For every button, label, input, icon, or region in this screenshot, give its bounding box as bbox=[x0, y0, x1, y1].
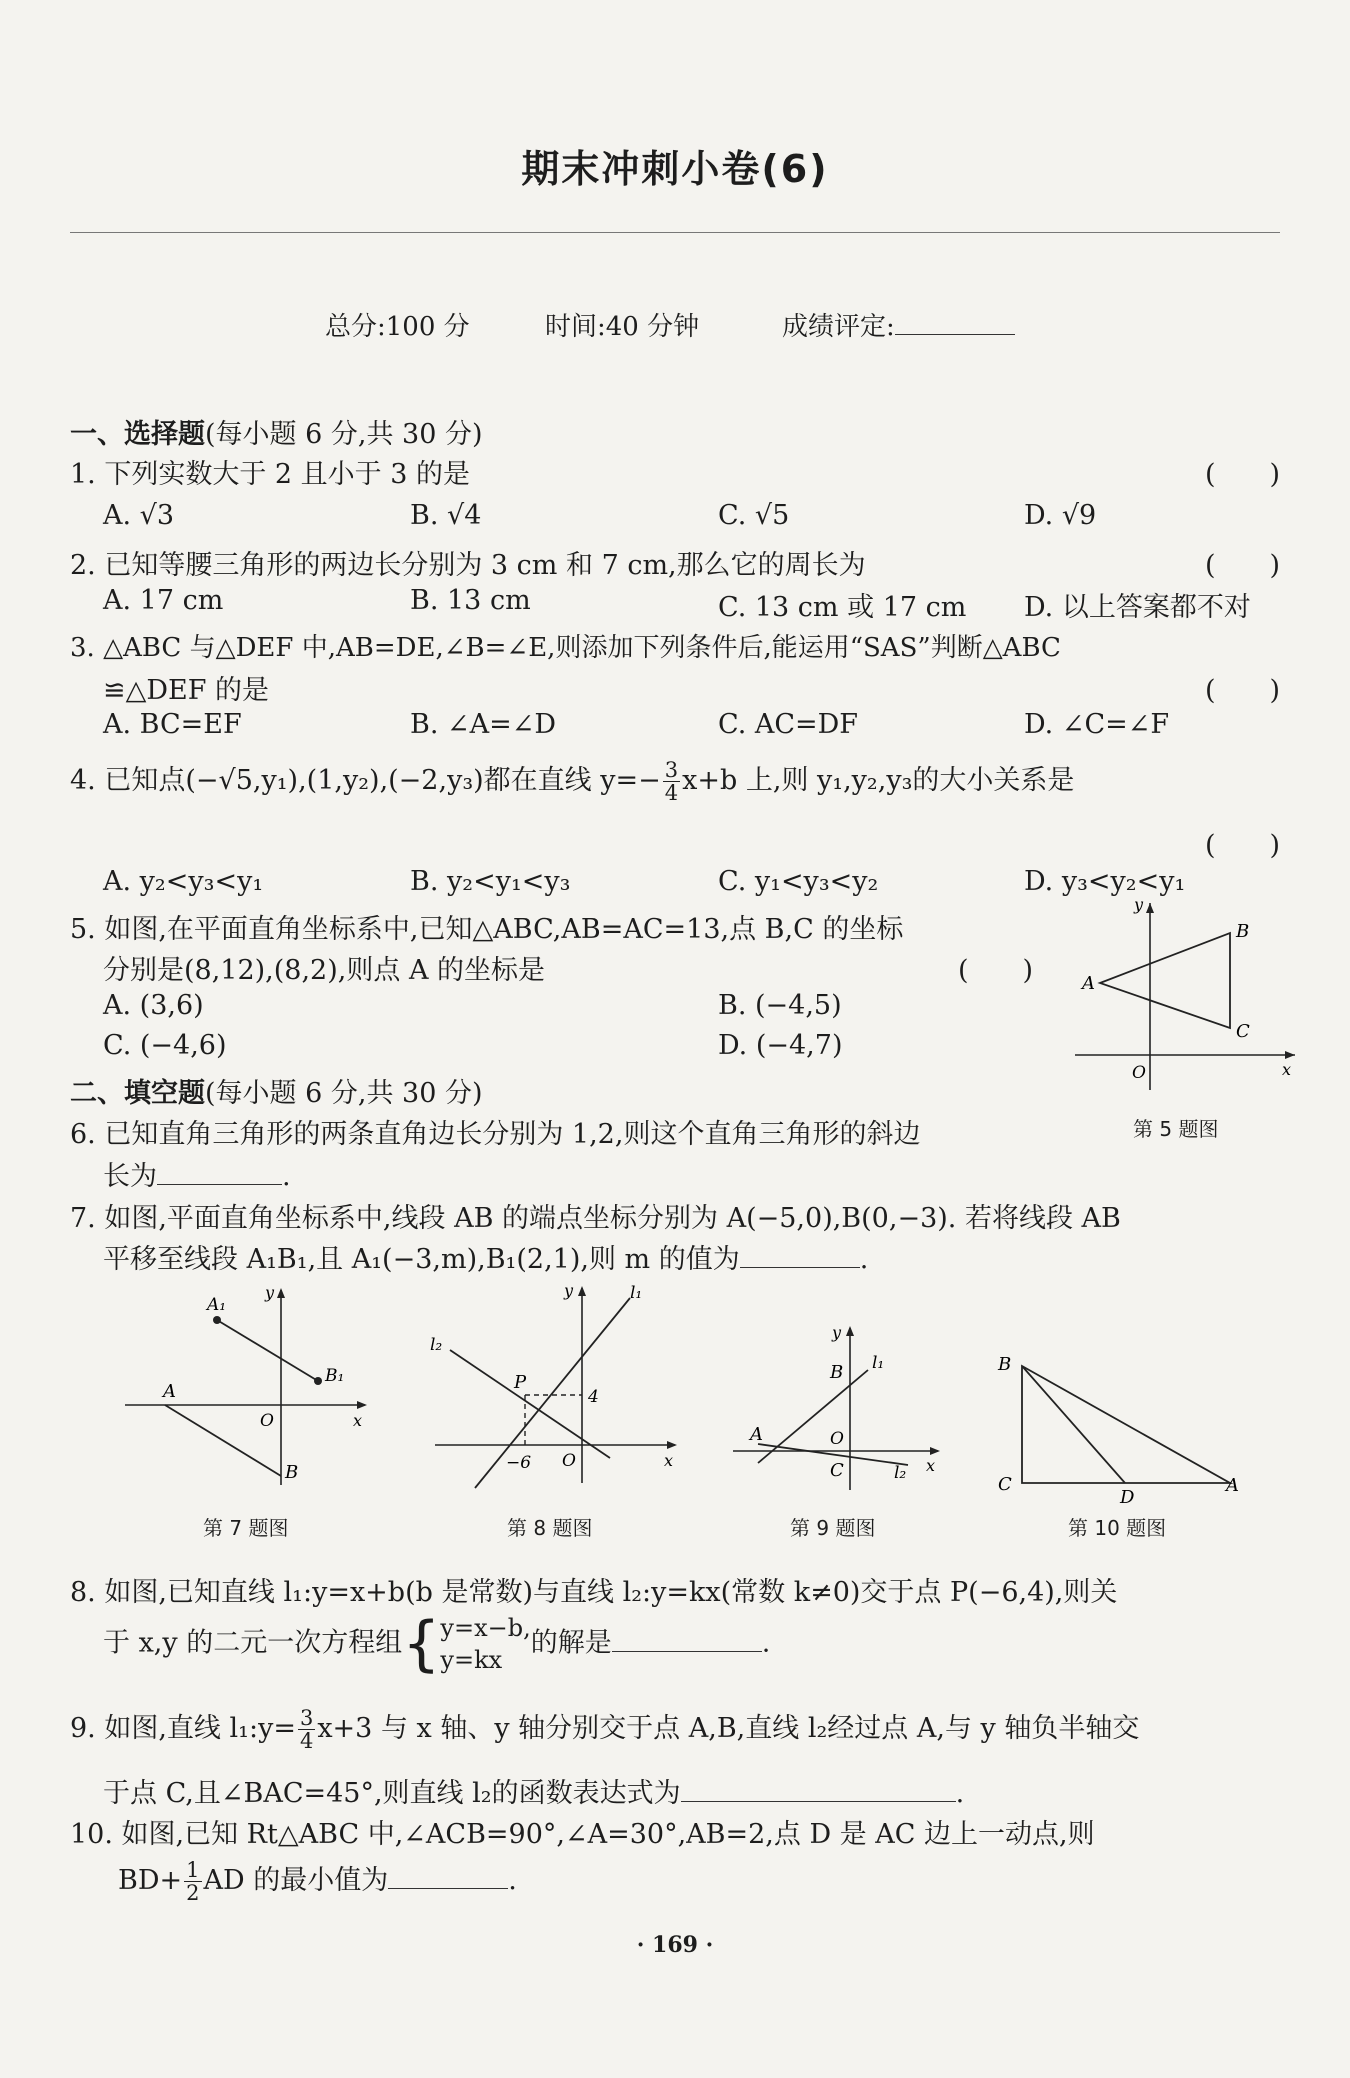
fig8-label-o: O bbox=[562, 1451, 576, 1471]
fig10-caption: 第 10 题图 bbox=[1068, 1516, 1167, 1540]
q9-frac-num: 3 bbox=[299, 1706, 314, 1730]
fig5-label-x: x bbox=[1282, 1060, 1292, 1079]
fig9-label-c: C bbox=[830, 1460, 844, 1481]
q4-option-c: C. y₁<y₃<y₂ bbox=[718, 866, 879, 897]
q5-option-c: C. (−4,6) bbox=[103, 1030, 227, 1061]
fig8-label-x: x bbox=[664, 1451, 674, 1470]
fig5-label-y: y bbox=[1134, 895, 1144, 914]
fig10-label-b: B bbox=[998, 1354, 1012, 1375]
grade-text: 成绩评定: bbox=[782, 312, 895, 342]
fig8-caption: 第 8 题图 bbox=[507, 1516, 593, 1540]
section-choice-name: 一、选择题 bbox=[70, 419, 205, 450]
fig9-label-b: B bbox=[830, 1362, 844, 1383]
q3-option-d: D. ∠C=∠F bbox=[1024, 709, 1170, 740]
q6-end: . bbox=[282, 1161, 291, 1192]
q5-line1: 5. 如图,在平面直角坐标系中,已知△ABC,AB=AC=13,点 B,C 的坐标 bbox=[70, 914, 904, 945]
q2-option-d: D. 以上答案都不对 bbox=[1024, 592, 1251, 623]
q7-line2-text: 平移至线段 A₁B₁,且 A₁(−3,m),B₁(2,1),则 m 的值为 bbox=[103, 1244, 740, 1275]
q1-option-d: D. √9 bbox=[1024, 500, 1097, 531]
q3-line1: 3. △ABC 与△DEF 中,AB=DE,∠B=∠E,则添加下列条件后,能运用“SAS”判断△ABC bbox=[70, 633, 1061, 663]
q3-option-a: A. BC=EF bbox=[103, 709, 242, 740]
q9-fraction bbox=[298, 1707, 315, 1752]
section-fill-name: 二、填空题 bbox=[70, 1078, 205, 1109]
fig7-label-b1: B₁ bbox=[325, 1366, 345, 1386]
q8-eq1: y=x−b, bbox=[440, 1614, 531, 1642]
q4-fraction bbox=[663, 759, 680, 804]
q1-stem: 1. 下列实数大于 2 且小于 3 的是 bbox=[70, 459, 471, 490]
fig9-label-l2: l₂ bbox=[894, 1463, 907, 1483]
figure-10 bbox=[990, 1348, 1250, 1508]
q8-line2-post: 的解是 bbox=[530, 1627, 612, 1659]
q2-answer-paren[interactable]: ( ) bbox=[1205, 550, 1281, 581]
q1-answer-paren[interactable]: ( ) bbox=[1205, 459, 1281, 490]
q8-equation-system bbox=[440, 1612, 530, 1676]
q10-answer-blank[interactable] bbox=[388, 1862, 508, 1889]
figure-8 bbox=[430, 1278, 680, 1493]
fig7-label-b: B bbox=[285, 1462, 299, 1483]
q3-option-c: C. AC=DF bbox=[718, 709, 859, 740]
figure-7 bbox=[115, 1280, 375, 1495]
fig9-caption: 第 9 题图 bbox=[790, 1516, 876, 1540]
q4-option-a: A. y₂<y₃<y₁ bbox=[103, 866, 264, 897]
q10-frac-num: 1 bbox=[186, 1858, 200, 1882]
page-title: 期末冲刺小卷(6) bbox=[521, 147, 829, 191]
q10-fraction bbox=[184, 1859, 201, 1904]
q9-line1-post: x+3 与 x 轴、y 轴分别交于点 A,B,直线 l₂经过点 A,与 y 轴负半轴交 bbox=[317, 1713, 1140, 1744]
fig5-label-o: O bbox=[1132, 1063, 1146, 1083]
figure-9 bbox=[728, 1318, 948, 1498]
q6-line2-text: 长为 bbox=[103, 1161, 157, 1192]
q7-end: . bbox=[859, 1244, 869, 1275]
section-choice-note: (每小题 6 分,共 30 分) bbox=[205, 419, 483, 450]
total-score: 总分:100 分 bbox=[325, 312, 470, 342]
fig7-label-a: A bbox=[163, 1381, 176, 1402]
q9-answer-blank[interactable] bbox=[681, 1775, 956, 1802]
q5-line2: 分别是(8,12),(8,2),则点 A 的坐标是 bbox=[103, 955, 546, 986]
q7-line1: 7. 如图,平面直角坐标系中,线段 AB 的端点坐标分别为 A(−5,0),B(0,−3). 若将线段 AB bbox=[70, 1203, 1121, 1234]
q1-option-c: C. √5 bbox=[718, 500, 790, 531]
q8-line1: 8. 如图,已知直线 l₁:y=x+b(b 是常数)与直线 l₂:y=kx(常数 k≠0)交于点 P(−6,4),则关 bbox=[70, 1577, 1118, 1608]
time-limit: 时间:40 分钟 bbox=[545, 312, 700, 342]
q6-answer-blank[interactable] bbox=[157, 1158, 282, 1185]
q5-option-b: B. (−4,5) bbox=[718, 990, 842, 1021]
q4-answer-paren[interactable]: ( ) bbox=[1205, 830, 1281, 861]
fig5-label-c: C bbox=[1236, 1021, 1250, 1042]
q8-line2-pre: 于 x,y 的二元一次方程组 bbox=[103, 1627, 403, 1659]
q5-option-d: D. (−4,7) bbox=[718, 1030, 843, 1061]
q6-line2 bbox=[103, 1154, 291, 1193]
q4-stem bbox=[70, 758, 1074, 804]
fig8-label-neg6: −6 bbox=[506, 1453, 532, 1473]
q8-eq2: y=kx bbox=[440, 1646, 503, 1674]
q9-frac-den: 4 bbox=[299, 1729, 314, 1753]
fig9-label-o: O bbox=[830, 1429, 844, 1449]
fig5-caption: 第 5 题图 bbox=[1133, 1117, 1219, 1141]
q8-system-brace: { bbox=[402, 1609, 441, 1679]
fig7-label-y: y bbox=[265, 1283, 275, 1302]
q2-stem: 2. 已知等腰三角形的两边长分别为 3 cm 和 7 cm,那么它的周长为 bbox=[70, 550, 866, 581]
fig7-caption: 第 7 题图 bbox=[203, 1516, 289, 1540]
grade-label bbox=[782, 306, 1015, 343]
fig7-label-x: x bbox=[353, 1411, 363, 1430]
q1-option-a: A. √3 bbox=[103, 500, 175, 531]
q7-answer-blank[interactable] bbox=[740, 1241, 860, 1268]
fig8-label-p: P bbox=[514, 1372, 527, 1393]
q4-stem-post: x+b 上,则 y₁,y₂,y₃的大小关系是 bbox=[682, 765, 1075, 796]
q2-option-b: B. 13 cm bbox=[410, 585, 531, 616]
q1-option-b: B. √4 bbox=[410, 500, 482, 531]
q8-line2 bbox=[103, 1609, 771, 1679]
fig7-label-o: O bbox=[260, 1411, 274, 1431]
q10-end: . bbox=[508, 1865, 517, 1896]
q10-line2 bbox=[118, 1858, 517, 1904]
section-fill-note: (每小题 6 分,共 30 分) bbox=[205, 1078, 483, 1109]
q4-stem-pre: 4. 已知点(−√5,y₁),(1,y₂),(−2,y₃)都在直线 y=− bbox=[70, 765, 661, 796]
q10-line2-pre: BD+ bbox=[118, 1865, 183, 1896]
q3-option-b: B. ∠A=∠D bbox=[410, 709, 557, 740]
q4-option-d: D. y₃<y₂<y₁ bbox=[1024, 866, 1186, 897]
q8-end: . bbox=[761, 1627, 771, 1659]
q3-answer-paren[interactable]: ( ) bbox=[1205, 675, 1281, 706]
q10-frac-den: 2 bbox=[186, 1881, 200, 1905]
q9-end: . bbox=[955, 1778, 965, 1809]
fig10-label-c: C bbox=[998, 1474, 1012, 1495]
q10-line1: 10. 如图,已知 Rt△ABC 中,∠ACB=90°,∠A=30°,AB=2,点 D 是 AC 边上一动点,则 bbox=[70, 1819, 1095, 1850]
q2-option-c: C. 13 cm 或 17 cm bbox=[718, 592, 967, 623]
q5-answer-paren[interactable]: ( ) bbox=[958, 955, 1034, 986]
grade-blank[interactable] bbox=[895, 308, 1015, 335]
q2-option-a: A. 17 cm bbox=[103, 585, 224, 616]
fig8-label-l1: l₁ bbox=[630, 1283, 643, 1303]
q4-option-b: B. y₂<y₁<y₃ bbox=[410, 866, 571, 897]
q9-line2-text: 于点 C,且∠BAC=45°,则直线 l₂的函数表达式为 bbox=[103, 1778, 681, 1809]
figure-5 bbox=[1070, 895, 1300, 1095]
fig9-label-x: x bbox=[926, 1456, 936, 1475]
fig8-label-y: y bbox=[564, 1281, 574, 1300]
q9-line2 bbox=[103, 1771, 964, 1810]
q7-line2 bbox=[103, 1237, 868, 1276]
fig5-label-b: B bbox=[1236, 921, 1250, 942]
q4-frac-num: 3 bbox=[664, 758, 679, 782]
section-fill-heading bbox=[70, 1071, 483, 1110]
q10-line2-post: AD 的最小值为 bbox=[203, 1865, 389, 1896]
fig9-label-a: A bbox=[750, 1424, 763, 1445]
page-number: · 169 · bbox=[636, 1932, 714, 1958]
q5-option-a: A. (3,6) bbox=[103, 990, 204, 1021]
section-choice-heading bbox=[70, 412, 483, 451]
q4-frac-den: 4 bbox=[664, 781, 679, 805]
fig9-label-y: y bbox=[832, 1323, 842, 1342]
title-divider bbox=[70, 232, 1280, 233]
fig5-label-a: A bbox=[1082, 973, 1095, 994]
fig10-label-a: A bbox=[1226, 1475, 1239, 1496]
q8-answer-blank[interactable] bbox=[612, 1625, 762, 1652]
fig9-label-l1: l₁ bbox=[872, 1353, 885, 1373]
q9-line1 bbox=[70, 1706, 1139, 1752]
fig7-label-a1: A₁ bbox=[207, 1295, 227, 1315]
fig10-label-d: D bbox=[1120, 1487, 1135, 1508]
q6-line1: 6. 已知直角三角形的两条直角边长分别为 1,2,则这个直角三角形的斜边 bbox=[70, 1119, 921, 1150]
fig8-label-l2: l₂ bbox=[430, 1335, 443, 1355]
q9-line1-pre: 9. 如图,直线 l₁:y= bbox=[70, 1713, 296, 1744]
q3-line2: ≌△DEF 的是 bbox=[103, 675, 270, 706]
fig8-label-4: 4 bbox=[588, 1387, 599, 1407]
